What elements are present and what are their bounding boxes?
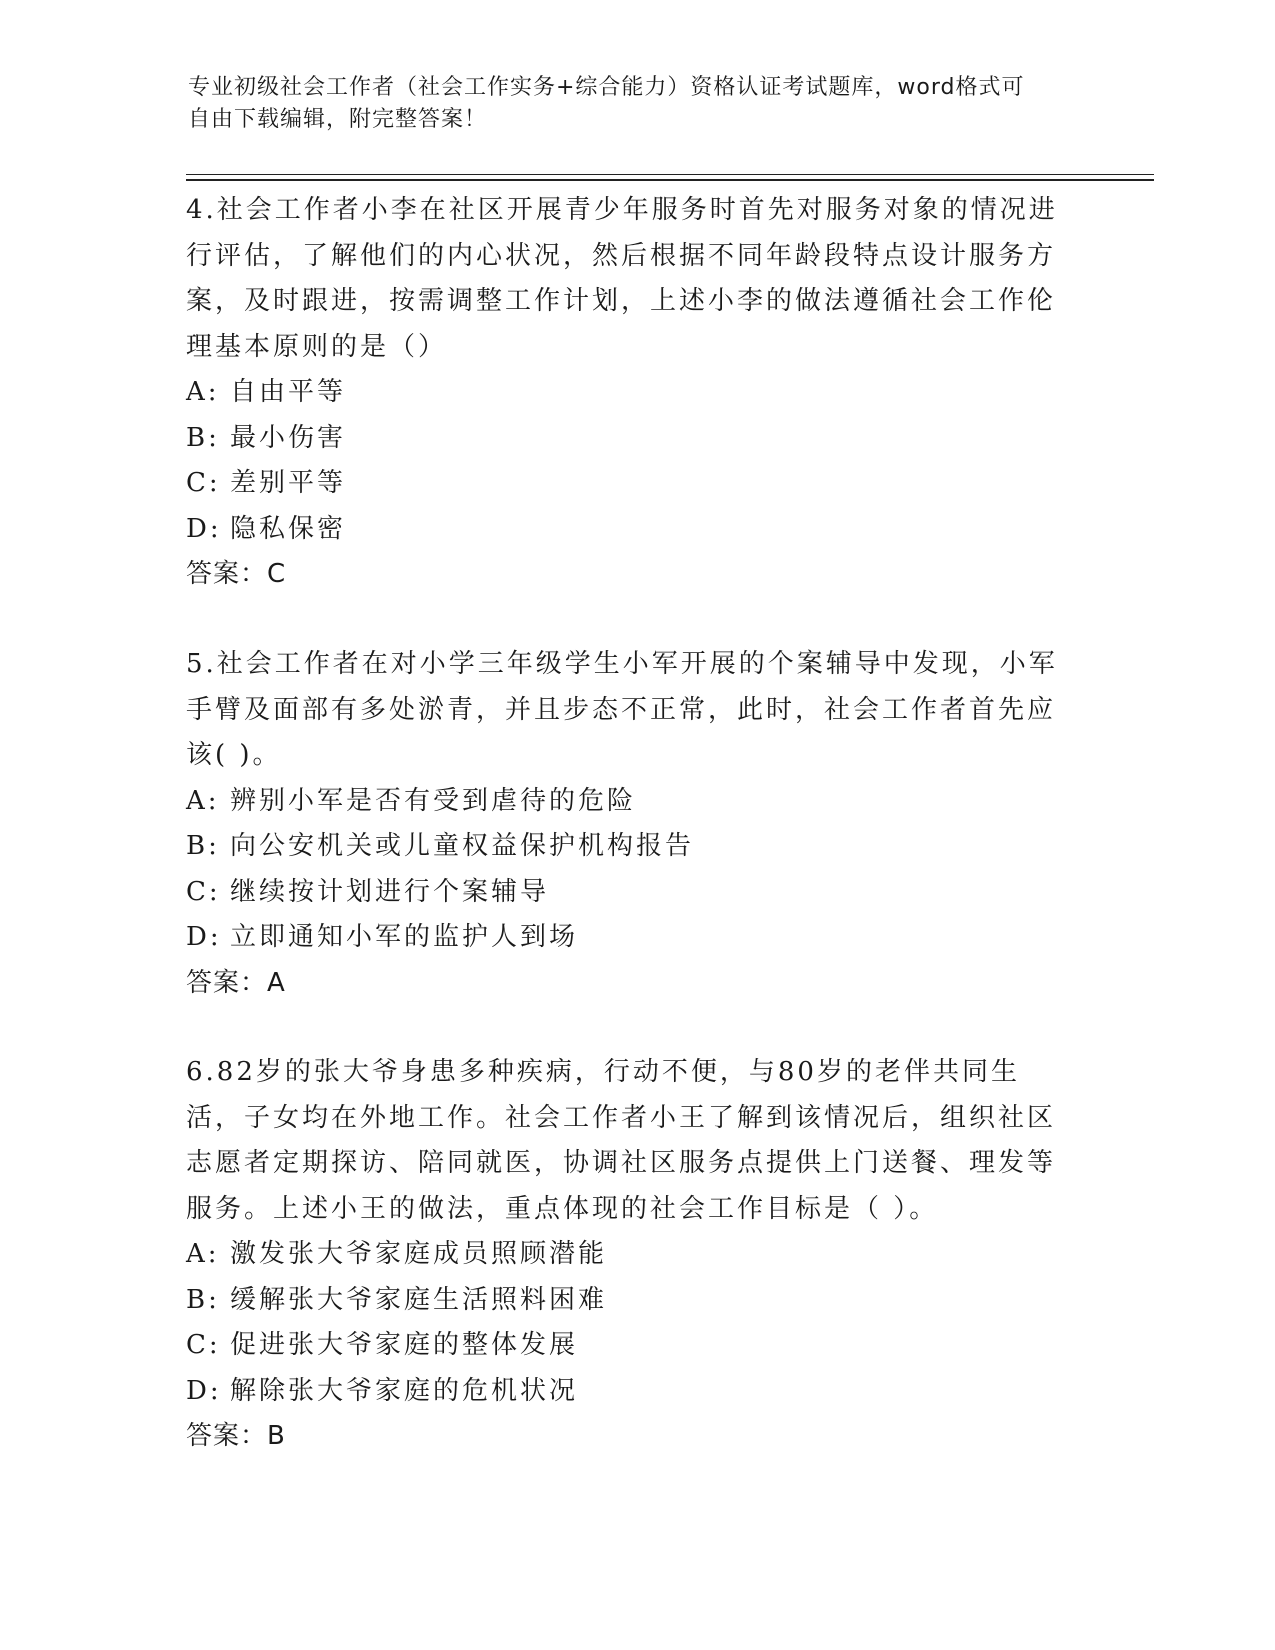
option-key: C: [186,468,221,498]
answer: 答案：C [186,559,287,589]
option-text: 缓解张大爷家庭生活照料困难 [230,1284,608,1315]
option-text: 激发张大爷家庭成员照顾潜能 [230,1239,608,1269]
question-4 [186,188,1066,598]
option-key: D: [186,513,222,544]
option-text: 促进张大爷家庭的整体发展 [230,1330,579,1360]
option-b [186,824,1066,870]
option-text: 立即通知小军的监护人到场 [230,922,579,952]
option-a [186,779,1066,825]
option-key: A: [186,377,220,407]
page-header [188,72,1088,136]
option-d [186,1369,1066,1415]
option-d [186,507,1066,553]
option-b [186,1278,1066,1324]
question-6 [186,1050,1066,1460]
option-key: D: [186,1375,222,1406]
option-text: 向公安机关或儿童权益保护机构报告 [230,831,695,861]
question-5 [186,642,1066,1006]
option-a [186,370,1066,416]
option-text: 继续按计划进行个案辅导 [230,876,550,907]
option-c [186,870,1066,916]
option-key: C: [186,876,221,907]
option-key: B: [186,1284,220,1315]
answer: 答案：A [186,967,286,998]
option-key: C: [186,1330,221,1360]
option-text: 解除张大爷家庭的危机状况 [230,1375,579,1406]
option-key: B: [186,422,220,453]
option-c [186,461,1066,507]
option-text: 最小伤害 [230,422,347,453]
option-text: 辨别小军是否有受到虐待的危险 [230,785,637,816]
option-key: A: [186,785,220,816]
option-text: 差别平等 [230,468,347,498]
option-b [186,416,1066,462]
option-c [186,1323,1066,1369]
header-rule-thin [186,174,1154,175]
option-key: B: [186,831,220,861]
question-stem: 5.社会工作者在对小学三年级学生小军开展的个案辅导中发现，小军手臂及面部有多处淤青，并且步态不正常，此时，社会工作者首先应该( )。 [186,649,1058,770]
header-line-2: 自由下载编辑，附完整答案！ [188,107,488,132]
option-text: 隐私保密 [230,513,347,544]
option-key: A: [186,1239,220,1269]
option-d [186,915,1066,961]
question-stem: 4.社会工作者小李在社区开展青少年服务时首先对服务对象的情况进行评估，了解他们的内心状况，然后根据不同年龄段特点设计服务方案，及时跟进，按需调整工作计划，上述小李的做法遵循社会工作伦理基本原则的是（） [186,195,1058,362]
header-rule-thick [186,179,1154,181]
answer: 答案：B [186,1421,286,1451]
option-a [186,1232,1066,1278]
question-stem: 6.82岁的张大爷身患多种疾病，行动不便，与80岁的老伴共同生活，子女均在外地工作。社会工作者小王了解到该情况后，组织社区志愿者定期探访、陪同就医，协调社区服务点提供上门送餐、理发等服务。上述小王的做法，重点体现的社会工作目标是（ ）。 [186,1057,1057,1224]
option-text: 自由平等 [230,377,347,407]
option-key: D: [186,922,222,952]
header-line-1: 专业初级社会工作者（社会工作实务+综合能力）资格认证考试题库，word格式可 [188,75,1025,100]
